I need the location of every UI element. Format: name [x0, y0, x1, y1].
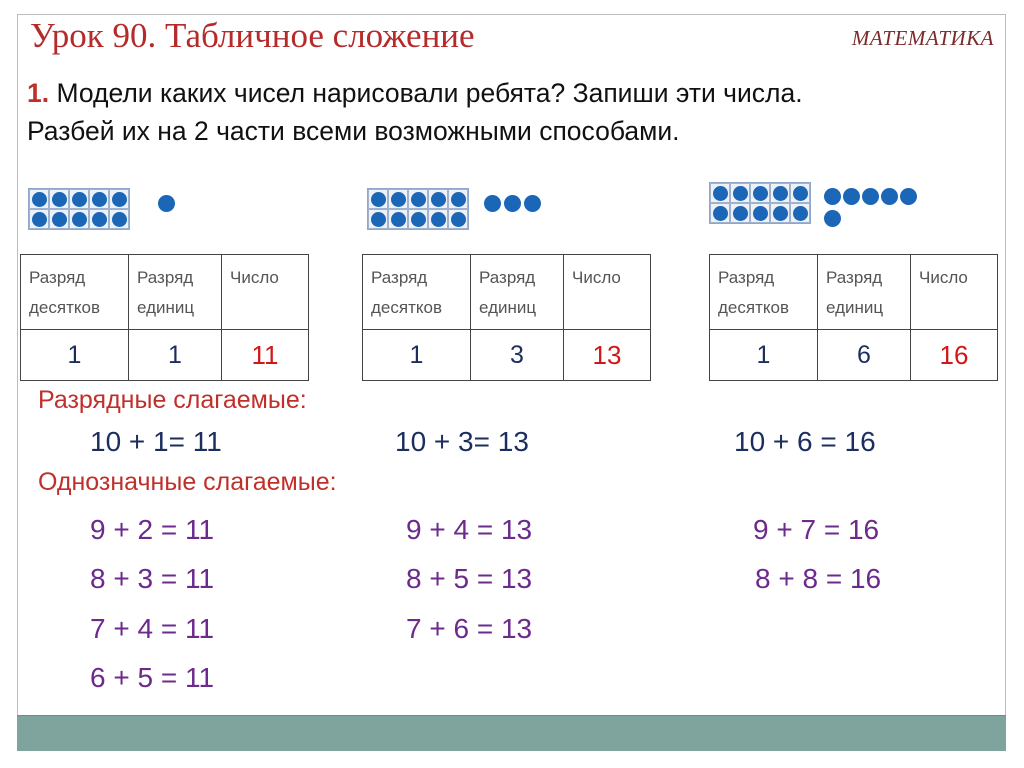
task-line-2: Разбей их на 2 части всеми возможными способами. [27, 116, 680, 146]
place-value-table-3 [709, 254, 998, 381]
counter-dot [112, 212, 127, 227]
counter-dot [371, 212, 386, 227]
counter-dot [824, 210, 841, 227]
single-equation: 6 + 5 = 11 [90, 662, 215, 693]
single-equation: 7 + 4 = 11 [90, 613, 215, 644]
counter-dot [484, 195, 501, 212]
place-addends-label: Разрядные слагаемые: [38, 386, 307, 414]
ones-value: 3 [471, 330, 564, 381]
counter-dot [881, 188, 898, 205]
counter-dot [411, 212, 426, 227]
ten-frame [28, 188, 130, 230]
ten-frame-cell [69, 189, 89, 209]
counter-dot [431, 212, 446, 227]
ten-frame-cell [49, 189, 69, 209]
single-equation: 7 + 6 = 13 [406, 613, 533, 644]
single-equation: 9 + 7 = 16 [753, 514, 880, 545]
single-equation: 9 + 2 = 11 [90, 514, 215, 545]
counter-dot [72, 212, 87, 227]
counter-dot [112, 192, 127, 207]
ones-value: 6 [818, 330, 911, 381]
ten-frame-cell [408, 189, 428, 209]
ten-frame-cell [790, 183, 810, 203]
counter-dot [431, 192, 446, 207]
ten-frame-cell [368, 189, 388, 209]
single-equation: 8 + 3 = 11 [90, 563, 215, 594]
place-value-table-1 [20, 254, 309, 381]
tens-value: 1 [363, 330, 471, 381]
counter-dot [391, 192, 406, 207]
header-number: Число [564, 255, 651, 330]
single-equation: 8 + 8 = 16 [755, 563, 882, 594]
ten-frame-cell [29, 209, 49, 229]
counter-dot [32, 212, 47, 227]
counter-dot [92, 192, 107, 207]
ten-frame [709, 182, 811, 224]
task-text [27, 74, 803, 150]
ten-frame-cell [730, 203, 750, 223]
counter-dot [524, 195, 541, 212]
counter-dot [733, 206, 748, 221]
ten-frame-cell [428, 209, 448, 229]
ten-frame-cell [89, 189, 109, 209]
counter-dot [451, 192, 466, 207]
ten-frame-cell [730, 183, 750, 203]
place-equation-3: 10 + 6 = 16 [734, 426, 876, 457]
header-number: Число [222, 255, 309, 330]
counter-dot [862, 188, 879, 205]
ten-frame-cell [109, 189, 129, 209]
counter-dot [391, 212, 406, 227]
ten-frame-cell [750, 203, 770, 223]
ten-frame-cell [29, 189, 49, 209]
task-line-1: Модели каких чисел нарисовали ребята? Запиши эти числа. [56, 78, 803, 108]
ten-frame-cell [710, 183, 730, 203]
number-value: 11 [222, 330, 309, 381]
single-equation: 8 + 5 = 13 [406, 563, 533, 594]
counter-dot [793, 206, 808, 221]
subject-label: МАТЕМАТИКА [851, 26, 994, 50]
ten-frame-cell [388, 209, 408, 229]
counter-dot [773, 206, 788, 221]
counter-dot [52, 192, 67, 207]
place-equation-1: 10 + 1= 11 [90, 426, 222, 457]
place-value-table-2 [362, 254, 651, 381]
number-value: 13 [564, 330, 651, 381]
ten-frame-cell [710, 203, 730, 223]
ten-frame-cell [428, 189, 448, 209]
ten-frame-cell [109, 209, 129, 229]
single-equation: 9 + 4 = 13 [406, 514, 533, 545]
header-ones: Разряд единиц [129, 255, 222, 330]
header-ones: Разряд единиц [471, 255, 564, 330]
counter-dot [158, 195, 175, 212]
task-number: 1. [27, 78, 50, 108]
counter-dot [371, 192, 386, 207]
ten-frame-cell [448, 209, 468, 229]
counter-dot [793, 186, 808, 201]
ten-frame-cell [750, 183, 770, 203]
single-addends-label: Однозначные слагаемые: [38, 468, 337, 496]
counter-dot [32, 192, 47, 207]
counter-dot [773, 186, 788, 201]
ten-frame-cell [388, 189, 408, 209]
counter-dot [843, 188, 860, 205]
header-tens: Разряд десятков [363, 255, 471, 330]
counter-dot [900, 188, 917, 205]
counter-dot [733, 186, 748, 201]
header-number: Число [911, 255, 998, 330]
counter-dot [451, 212, 466, 227]
number-value: 16 [911, 330, 998, 381]
counter-dot [504, 195, 521, 212]
counter-dot [824, 188, 841, 205]
ten-frame-cell [89, 209, 109, 229]
ten-frame-cell [408, 209, 428, 229]
counter-dot [92, 212, 107, 227]
ten-frame-cell [448, 189, 468, 209]
ones-value: 1 [129, 330, 222, 381]
counter-dot [72, 192, 87, 207]
header-ones: Разряд единиц [818, 255, 911, 330]
header-tens: Разряд десятков [21, 255, 129, 330]
counter-dot [753, 186, 768, 201]
lesson-title: Урок 90. Табличное сложение [30, 16, 475, 55]
place-equation-2: 10 + 3= 13 [395, 426, 529, 457]
header-tens: Разряд десятков [710, 255, 818, 330]
ten-frame [367, 188, 469, 230]
counter-dot [52, 212, 67, 227]
tens-value: 1 [710, 330, 818, 381]
ten-frame-cell [770, 183, 790, 203]
tens-value: 1 [21, 330, 129, 381]
ten-frame-cell [49, 209, 69, 229]
footer-bar [17, 715, 1006, 751]
counter-dot [411, 192, 426, 207]
counter-dot [713, 206, 728, 221]
counter-dot [753, 206, 768, 221]
counter-dot [713, 186, 728, 201]
ten-frame-cell [69, 209, 89, 229]
ten-frame-cell [790, 203, 810, 223]
ten-frame-cell [368, 209, 388, 229]
ten-frame-cell [770, 203, 790, 223]
